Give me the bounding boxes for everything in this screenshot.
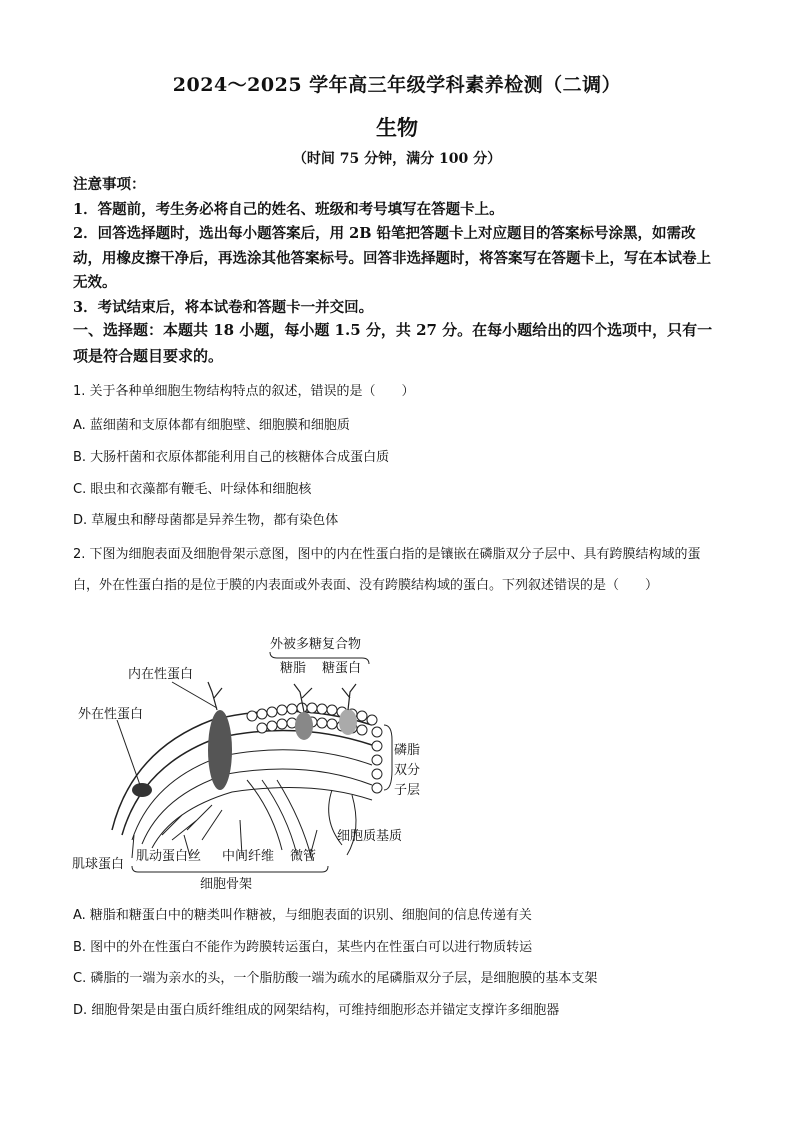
question-1-option-a: A. 蓝细菌和支原体都有细胞壁、细胞膜和细胞质: [73, 418, 350, 433]
question-2-option-a: A. 糖脂和糖蛋白中的糖类叫作糖被，与细胞表面的识别、细胞间的信息传递有关: [73, 908, 532, 923]
label-glycocalyx: 外被多糖复合物: [270, 637, 362, 652]
label-microtubule: 微管: [290, 849, 317, 864]
label-bilayer-2: 双分: [394, 763, 421, 778]
label-glycolipid: 糖脂: [280, 661, 307, 676]
notice-heading: 注意事项：: [73, 176, 146, 193]
label-integral-protein: 内在性蛋白: [128, 667, 194, 682]
notice-item-1: 1．答题前，考生务必将自己的姓名、班级和考号填写在答题卡上。: [73, 200, 504, 218]
label-myosin: 肌球蛋白: [72, 857, 125, 872]
section-heading: 一、选择题：本题共 18 小题，每小题 1.5 分，共 27 分。在每小题给出的四个选项中，只有一项是符合题目要求的。: [73, 321, 713, 365]
subject-title: 生物: [376, 115, 418, 140]
question-2-option-b: B. 图中的外在性蛋白不能作为跨膜转运蛋白，某些内在性蛋白可以进行物质转运: [73, 940, 533, 955]
label-glycoprotein: 糖蛋白: [322, 661, 362, 676]
exam-title: 2024～2025 学年高三年级学科素养检测（二调）: [172, 74, 622, 96]
cell-membrane-figure: [72, 630, 432, 895]
label-bilayer-1: 磷脂: [394, 743, 421, 758]
label-cytoplasm: 细胞质基质: [337, 829, 403, 844]
label-intermediate: 中间纤维: [222, 849, 275, 864]
question-1-stem: 1. 关于各种单细胞生物结构特点的叙述，错误的是（ ）: [73, 384, 415, 399]
question-2-option-d: D. 细胞骨架是由蛋白质纤维组成的网架结构，可维持细胞形态并锚定支撑许多细胞器: [73, 1003, 560, 1018]
time-info: （时间 75 分钟，满分 100 分）: [292, 151, 502, 167]
membrane-drawing: [112, 711, 372, 860]
phospholipid-heads: [247, 703, 382, 793]
question-2-option-c: C. 磷脂的一端为亲水的头，一个脂肪酸一端为疏水的尾磷脂双分子层，是细胞膜的基本支架: [73, 971, 598, 986]
notice-item-2: 2．回答选择题时，选出每小题答案后，用 2B 铅笔把答题卡上对应题目的答案标号涂黑，如需改动，用橡皮擦干净后，再选涂其他答案标号。回答非选择题时，将答案写在答题卡上，写在本试卷上无效。: [73, 225, 711, 291]
question-1-option-c: C. 眼虫和衣藻都有鞭毛、叶绿体和细胞核: [73, 482, 312, 497]
label-peripheral-protein: 外在性蛋白: [78, 707, 144, 722]
label-bilayer-3: 子层: [394, 783, 421, 798]
notice-item-3: 3．考试结束后，将本试卷和答题卡一并交回。: [73, 298, 374, 316]
notice-block: [73, 173, 723, 320]
label-actin: 肌动蛋白丝: [136, 849, 202, 864]
label-cytoskeleton: 细胞骨架: [200, 877, 253, 892]
question-1-option-d: D. 草履虫和酵母菌都是异养生物，都有染色体: [73, 513, 339, 528]
question-1-option-b: B. 大肠杆菌和衣原体都能利用自己的核糖体合成蛋白质: [73, 450, 390, 465]
question-2-stem: 2. 下图为细胞表面及细胞骨架示意图，图中的内在性蛋白指的是镶嵌在磷脂双分子层中、具有跨膜结构域的蛋白，外在性蛋白指的是位于膜的内表面或外表面、没有跨膜结构域的蛋白。下列叙述错误的是（ ）: [73, 547, 701, 593]
